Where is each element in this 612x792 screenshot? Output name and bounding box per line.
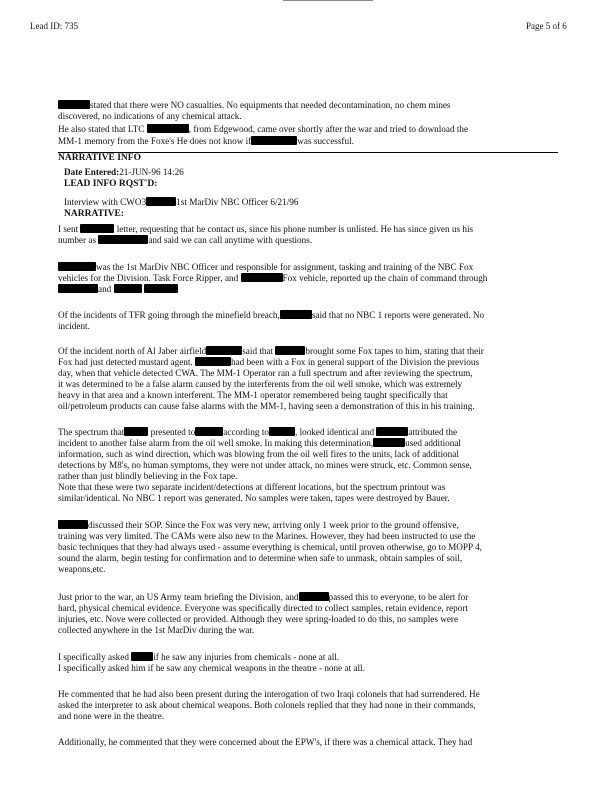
- p7-line-3: injuries, etc. Nove were collected or provided. Although they were spring-loaded to do this, no samples were: [58, 614, 459, 624]
- p6-line-1: discussed their SOP. Since the Fox was very new, arriving only 1 week prior to the ground offensive,: [58, 520, 459, 531]
- p8-line-2: I specifically asked him if he saw any chemical weapons in the theatre - none at all.: [58, 663, 365, 673]
- p6-line-4: sound the alarm, begin testing for confirmation and to determine when safe to unmask, obtain samples of soil,: [58, 553, 463, 563]
- redaction-block: [124, 427, 148, 436]
- p4-line-5: heavy in that area and a known interferent. The MM-1 operator remembered being taught specifically that: [58, 390, 448, 400]
- p5-line-4: detections by M8's, no human symptoms, they were not under attack, no mines were struck, etc. Common sense,: [58, 460, 472, 470]
- p10-line-1: Additionally, he commented that they were concerned about the EPW's, if there was a chemical attack. They had: [58, 737, 473, 747]
- top-edge-line: [283, 0, 373, 1]
- intro-line-1: stated that there were NO casualties. No equipments that needed decontamination, no chem mines: [58, 100, 451, 111]
- redaction-block: [251, 136, 297, 145]
- date-entered: Date Entered:21-JUN-96 14:26: [64, 167, 184, 177]
- p5-line-1: The spectrum that presented to according to , looked identical and attributed the: [58, 427, 458, 437]
- intro-line-4: MM-1 memory from the Foxe's He does not know if was successful.: [58, 136, 354, 146]
- p3-line-2: incident.: [58, 321, 90, 331]
- redaction-block: [146, 197, 176, 206]
- p7-line-1: Just prior to the war, an US Army team briefing the Division, and passed this to everyone, to be alert for: [58, 592, 469, 602]
- redaction-block: [144, 284, 178, 293]
- redaction-block: [206, 346, 242, 355]
- p5-line-7: similar/identical. No NBC 1 report was generated. No samples were taken, tapes were destroyed by Bauer.: [58, 493, 450, 503]
- redaction-block: [131, 652, 153, 661]
- redaction-block: [241, 273, 283, 282]
- p5-line-3: information, such as wind direction, which was blowing from the oil well fires to the units, lack of additional: [58, 449, 459, 459]
- redaction-block: [58, 284, 98, 293]
- intro-line-2: discovered, no indications of any chemical attack.: [58, 111, 242, 121]
- p8-line-1: I specifically asked if he saw any injuries from chemicals - none at all.: [58, 652, 340, 662]
- redaction-block: [147, 124, 189, 133]
- p4-line-1: Of the incident north of Al Jaber airfield said that brought some Fox tapes to him, stating that their: [58, 346, 484, 356]
- p1-line-1: I sent letter, requesting that he contact us, since his phone number is unlisted. He has since given us his: [58, 224, 474, 234]
- p9-line-3: and none were in the theatre.: [58, 711, 165, 721]
- p5-line-5: rather than just blindly believing in the Fox tape.: [58, 471, 238, 481]
- p6-line-3: basic techniques that they had always used - assume everything is chemical, until proven otherwise, go to MOPP 4,: [58, 542, 482, 552]
- redaction-block: [195, 357, 231, 366]
- redaction-block: [376, 427, 408, 436]
- narrative-label: NARRATIVE:: [64, 209, 124, 219]
- p6-line-5: weapons,etc.: [58, 564, 106, 574]
- p2-line-1: was the 1st MarDiv NBC Officer and responsible for assignment, tasking and training of the NBC Fox: [58, 262, 473, 273]
- redaction-block: [195, 427, 223, 436]
- p4-line-3: day, when that vehicle detected CWA. The MM-1 Operator ran a full spectrum and after reviewing the spectrum,: [58, 368, 473, 378]
- p5-line-2: incident to another false alarm from the oil well smoke. In making this determination, used additional: [58, 438, 461, 448]
- lead-id: Lead ID: 735: [30, 21, 78, 31]
- redaction-block: [275, 346, 305, 355]
- p4-line-4: it was determined to be a false alarm caused by the interferents from the oil well smoke, which was extremely: [58, 379, 463, 389]
- intro-line-3: He also stated that LTC , from Edgewood, came over shortly after the war and tried to download the: [58, 124, 469, 134]
- p4-line-2: Fox had just detected mustard agent. had been with a Fox in general support of the Division the previous: [58, 357, 480, 367]
- redaction-block: [98, 235, 148, 244]
- p2-line-2: vehicles for the Division. Task Force Ripper, and Fox vehicle, reported up the chain of command through: [58, 273, 488, 283]
- p2-line-3: and: [58, 284, 178, 295]
- p7-line-2: hard, physical chemical evidence. Everyone was specifically directed to collect samples, retain evidence, report: [58, 603, 468, 613]
- redaction-block: [80, 224, 114, 233]
- p9-line-2: asked the interpreter to ask about chemical weapons. Both colonels replied that they had none in their commands,: [58, 700, 476, 710]
- redaction-block: [280, 310, 312, 319]
- p3-line-1: Of the incidents of TFR going through the minefield breach, said that no NBC 1 reports were generated. No: [58, 310, 485, 320]
- lead-info-label: LEAD INFO RQST'D:: [64, 179, 158, 189]
- p6-line-2: training was very limited. The CAMs were also new to the Marines. However, they had been instructed to use the: [58, 531, 476, 541]
- redaction-block: [114, 284, 142, 293]
- p1-line-2: number as and said we can call anytime with questions.: [58, 235, 313, 245]
- p4-line-6: oil/petroleum products can cause false alarms with the MM-1, having seen a demonstration of this in his training.: [58, 401, 475, 411]
- redaction-block: [58, 100, 90, 109]
- redaction-block: [269, 427, 295, 436]
- p9-line-1: He commented that he had also been present during the interogation of two Iraqi colonels that had surrendered. He: [58, 689, 480, 699]
- redaction-block: [58, 262, 96, 271]
- interview-line: Interview with CWO3 1st MarDiv NBC Officer 6/21/96: [64, 197, 299, 207]
- p5-line-6: Note that these were two separate incident/detections at different locations, but the spectrum printout was: [58, 482, 446, 492]
- p7-line-4: collected anywhere in the 1st MarDiv during the war.: [58, 625, 255, 635]
- redaction-block: [58, 520, 88, 529]
- section-heading-narrative-info: NARRATIVE INFO: [58, 153, 141, 163]
- redaction-block: [373, 438, 405, 447]
- page-number: Page 5 of 6: [526, 21, 567, 31]
- redaction-block: [299, 592, 329, 601]
